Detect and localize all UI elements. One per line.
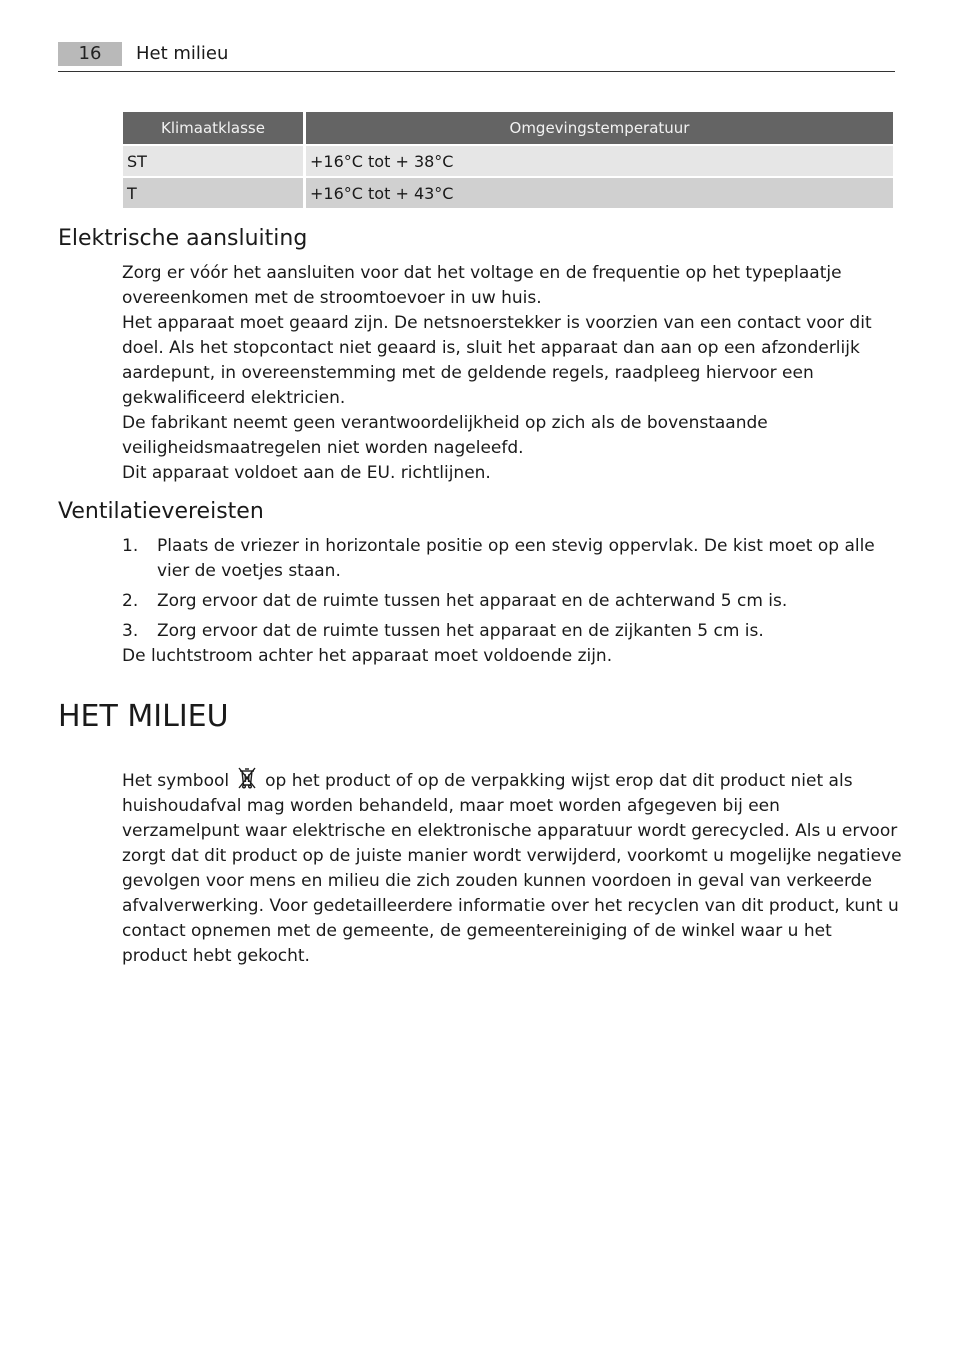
paragraph: Zorg er vóór het aansluiten voor dat het voltage en de frequentie op het typeplaatje overeenkomen met de stroomtoevoer in uw huis.: [122, 263, 842, 308]
page-header: [58, 41, 895, 72]
page-number: 16: [58, 42, 122, 66]
text-after-icon: op het product of op de verpakking wijst erop dat dit product niet als huishoudafval mag worden behandeld, maar moet worden afgegeven bij een verzamelpunt waar elektrische en elektronische apparatuur wordt gerecycled. Als u ervoor zorgt dat dit product op de juiste manier wordt verwijderd, voorkomt u mogelijke negatieve gevolgen voor mens en milieu die zich zouden kunnen voordoen in geval van verkeerde afvalverwerking. Voor gedetailleerdere informatie over het recyclen van dit product, kunt u contact opnemen met de gemeente, de gemeentereiniging of de winkel waar u het product hebt gekocht.: [122, 771, 902, 966]
table-cell: ST: [123, 146, 303, 176]
text-before-icon: Het symbool: [122, 771, 230, 791]
ventilation-steps: [122, 534, 912, 644]
step-text: Zorg ervoor dat de ruimte tussen het apparaat en de achterwand 5 cm is.: [157, 591, 788, 611]
ventilation-note: De luchtstroom achter het apparaat moet voldoende zijn.: [122, 646, 613, 666]
paragraph: Het apparaat moet geaard zijn. De netsnoerstekker is voorzien van een contact voor dit doel. Als het stopcontact niet geaard is, sluit het apparaat dan aan op een afzonderlijk aardepunt, in overeenstemming met de geldende regels, raadpleeg hiervoor een gekwalificeerd elektricien.: [122, 313, 872, 408]
climate-class-table: [120, 110, 896, 210]
step-number: 2.: [122, 591, 139, 611]
step-text: Plaats de vriezer in horizontale positie op een stevig oppervlak. De kist moet op alle vier de voetjes staan.: [157, 536, 875, 581]
table-header-row: [123, 112, 893, 144]
table-cell: T: [123, 178, 303, 208]
chapter-heading-environment: HET MILIEU: [58, 699, 229, 734]
header-title: Het milieu: [136, 43, 229, 64]
section-heading-ventilation: Ventilatievereisten: [58, 499, 264, 524]
table-cell: +16°C tot + 43°C: [306, 178, 893, 208]
step-number: 3.: [122, 621, 139, 641]
table-cell: +16°C tot + 38°C: [306, 146, 893, 176]
electrical-body: [122, 261, 912, 486]
environment-body: [122, 766, 902, 969]
paragraph: Dit apparaat voldoet aan de EU. richtlijnen.: [122, 463, 491, 483]
column-header-climate-class: Klimaatklasse: [123, 112, 303, 144]
paragraph: De fabrikant neemt geen verantwoordelijkheid op zich als de bovenstaande veiligheidsmaatregelen niet worden nageleefd.: [122, 413, 768, 458]
list-item: [122, 589, 912, 614]
step-text: Zorg ervoor dat de ruimte tussen het apparaat en de zijkanten 5 cm is.: [157, 621, 764, 641]
list-item: [122, 534, 912, 584]
table-row: [123, 178, 893, 208]
table-row: [123, 146, 893, 176]
list-item: [122, 619, 912, 644]
step-number: 1.: [122, 536, 139, 556]
column-header-ambient-temperature: Omgevingstemperatuur: [306, 112, 893, 144]
crossed-out-wheelie-bin-icon: [235, 766, 259, 790]
section-heading-electrical: Elektrische aansluiting: [58, 226, 308, 251]
